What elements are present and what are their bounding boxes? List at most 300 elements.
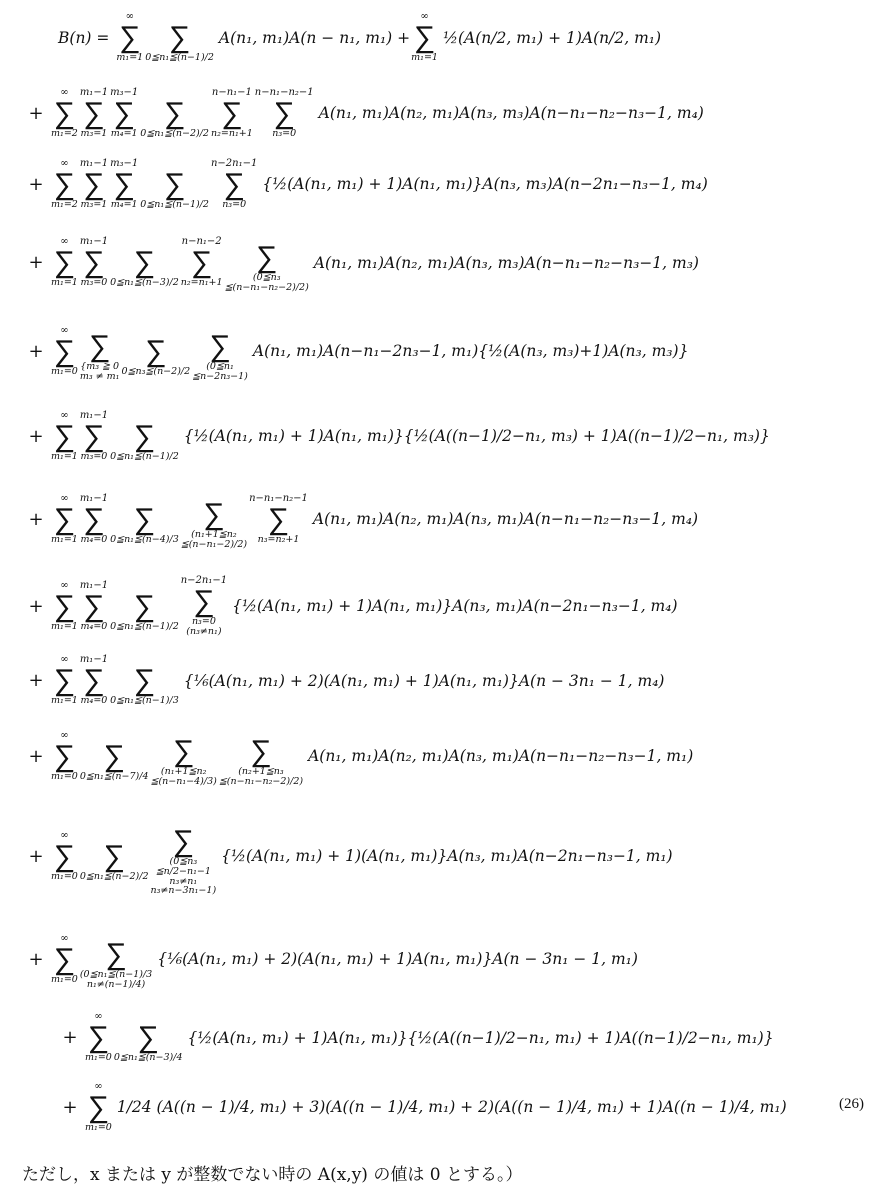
summation-condition: m₁=1	[51, 450, 78, 462]
plus-operator: +	[28, 252, 44, 273]
summation-lower-limit	[81, 696, 108, 706]
summation-lower-limit	[51, 129, 78, 139]
equation-line-content	[22, 475, 698, 563]
summation-upper-limit: m₁−1	[79, 409, 109, 421]
summation-sign	[51, 731, 78, 782]
equation-line-content	[58, 0, 661, 75]
summation-sign	[80, 655, 108, 706]
summation-upper-limit: n−n₁−n₂−1	[249, 492, 308, 504]
summation-upper-limit: ∞	[60, 829, 69, 841]
summation-sign	[80, 494, 108, 545]
summation-lower-limit	[111, 200, 138, 210]
summation-sign	[51, 326, 78, 377]
summation-sign	[51, 934, 78, 985]
summand-expression: 1/24 (A((n − 1)/4, m₁) + 3)(A((n − 1)/4, m₁) + 2)(A((n − 1)/4, m₁) + 1)A((n − 1)/4, m₁)	[116, 1098, 787, 1116]
summation-lower-limit	[81, 622, 108, 632]
summation-condition: n₃≠n₁	[169, 875, 198, 887]
summation-upper-limit: m₃−1	[110, 86, 139, 98]
summation-upper-limit: m₁−1	[79, 86, 109, 98]
summation-upper-limit: ∞	[60, 579, 69, 591]
summation-sign	[219, 726, 303, 787]
sigma-symbol: ∑	[53, 95, 76, 131]
summation-sign	[80, 929, 152, 990]
summand-expression: {½(A(n₁, m₁) + 1)A(n₁, m₁)}{½(A((n−1)/2−n₁, m₃) + 1)A((n−1)/2−n₁, m₃)}	[183, 427, 770, 445]
summand-expression: {½(A(n₁, m₁) + 1)A(n₁, m₁)}A(n₃, m₃)A(n−2n₁−n₃−1, m₄)	[262, 175, 708, 193]
sigma-symbol: ∑	[53, 245, 76, 281]
summation-sign	[80, 237, 108, 288]
summation-upper-limit: n−2n₁−1	[180, 574, 228, 586]
sigma-symbol: ∑	[87, 1020, 110, 1056]
plus-operator: +	[28, 173, 44, 195]
summation-sign	[51, 831, 78, 882]
summation-sign	[211, 159, 257, 210]
equation-line-content	[22, 800, 673, 912]
summation-upper-limit: ∞	[60, 729, 69, 741]
sigma-symbol: ∑	[250, 733, 272, 769]
summand-expression: A(n₁, m₁)A(n−n₁−2n₃−1, m₁){½(A(n₃, m₃)+1)A(n₃, m₃)}	[252, 342, 689, 360]
summation-upper-limit: n−2n₁−1	[210, 157, 258, 169]
summation-condition: {m₃ ≧ 0	[80, 360, 120, 372]
summation-lower-limit	[110, 278, 179, 288]
summation-sign	[116, 12, 143, 63]
equation-line	[0, 648, 884, 713]
sigma-symbol: ∑	[53, 588, 76, 624]
summation-upper-limit: ∞	[60, 86, 69, 98]
summation-lower-limit	[181, 278, 223, 288]
sigma-symbol: ∑	[168, 20, 191, 56]
summation-sign	[80, 411, 108, 462]
summation-sign	[80, 581, 108, 632]
sigma-symbol: ∑	[83, 166, 105, 202]
summation-lower-limit	[151, 857, 217, 897]
summation-upper-limit: ∞	[60, 324, 69, 336]
sigma-symbol: ∑	[83, 501, 105, 537]
summation-condition: m₁=1	[411, 52, 438, 64]
summand-expression: ½(A(n/2, m₁) + 1)A(n/2, m₁)	[442, 28, 662, 47]
summation-condition: m₄=1	[110, 127, 138, 139]
equation-line	[0, 1005, 884, 1070]
summation-term	[50, 816, 673, 897]
summation-sign	[51, 237, 78, 288]
summation-condition: m₁=1	[51, 277, 78, 289]
summation-upper-limit: ∞	[60, 409, 69, 421]
summation-condition: 0≦n₁≦(n−3)/4	[113, 1052, 183, 1064]
summation-sign	[121, 326, 190, 377]
summation-condition: 0≦n₁≦(n−2)/2	[79, 870, 149, 882]
summation-condition: (n₁+1≦n₂	[160, 765, 207, 777]
summand-expression: {⅙(A(n₁, m₁) + 2)(A(n₁, m₁) + 1)A(n₁, m₁)}A(n − 3n₁ − 1, m₄)	[183, 671, 665, 690]
summation-condition: ≦n/2−n₁−1	[155, 865, 211, 877]
sigma-symbol: ∑	[53, 663, 76, 699]
sigma-symbol: ∑	[190, 245, 213, 281]
summation-term	[84, 1082, 787, 1133]
summation-condition: ≦n−2n₃−1)	[192, 370, 248, 382]
equation-number: (26)	[839, 1096, 864, 1112]
summation-lower-limit	[85, 1123, 112, 1133]
summation-upper-limit: ∞	[60, 157, 69, 169]
summation-sign	[80, 731, 149, 782]
summation-sign	[51, 581, 78, 632]
sigma-symbol: ∑	[113, 95, 135, 131]
summation-sign	[192, 321, 248, 382]
summation-condition: (0≦n₃	[169, 855, 198, 867]
plus-operator: +	[28, 102, 44, 124]
summation-sign	[51, 88, 78, 139]
sigma-symbol: ∑	[113, 166, 135, 202]
sigma-symbol: ∑	[83, 245, 105, 281]
summation-sign	[140, 88, 209, 139]
sigma-symbol: ∑	[53, 941, 76, 977]
summation-lower-limit	[51, 452, 78, 462]
summation-condition: (0≦n₁	[206, 360, 234, 372]
sigma-symbol: ∑	[145, 333, 167, 369]
equation-line	[0, 565, 884, 647]
summation-condition: m₁=0	[51, 365, 78, 377]
summation-sign	[51, 159, 78, 210]
summation-condition: n₂=n₁+1	[210, 127, 253, 139]
summation-upper-limit: m₁−1	[79, 157, 109, 169]
summation-sign	[110, 88, 138, 139]
summation-condition: m₁=1	[51, 695, 78, 707]
equation-line-content	[56, 1005, 774, 1070]
summation-condition: m₃=1	[80, 198, 108, 210]
summation-lower-limit	[51, 872, 78, 882]
sigma-symbol: ∑	[273, 95, 295, 131]
summation-lower-limit	[116, 53, 143, 63]
sigma-symbol: ∑	[103, 838, 125, 874]
summation-condition: 0≦n₁≦(n−7)/4	[79, 770, 149, 782]
summation-condition: m₄=1	[110, 198, 138, 210]
summation-upper-limit: ∞	[60, 654, 69, 666]
summation-term	[50, 489, 698, 550]
summation-condition: m₁=1	[116, 52, 144, 64]
sigma-symbol: ∑	[53, 501, 76, 537]
equation-line	[0, 220, 884, 305]
summation-condition: m₁=1	[51, 533, 78, 545]
equation-line	[0, 305, 884, 397]
summation-lower-limit	[140, 200, 209, 210]
summation-term	[115, 12, 410, 63]
summation-term	[50, 232, 699, 293]
summation-condition: 0≦n₁≦(n−1)/3	[110, 695, 179, 707]
summand-expression: {½(A(n₁, m₁) + 1)A(n₁, m₁)}A(n₃, m₁)A(n−2n₁−n₃−1, m₄)	[232, 597, 678, 615]
summation-lower-limit	[110, 696, 179, 706]
summation-lower-limit	[80, 362, 120, 382]
summation-sign	[140, 159, 209, 210]
equation-line-content	[22, 648, 664, 713]
equation-line-content	[22, 915, 638, 1003]
summation-lower-limit	[111, 129, 138, 139]
summation-lower-limit	[51, 975, 78, 985]
sigma-symbol: ∑	[83, 663, 105, 699]
summand-expression: A(n₁, m₁)A(n₂, m₁)A(n₃, m₃)A(n−n₁−n₂−n₃−1, m₃)	[313, 253, 699, 272]
summation-lower-limit	[219, 767, 303, 787]
plus-operator: +	[62, 1096, 78, 1118]
summation-lower-limit	[85, 1053, 112, 1063]
summation-lower-limit	[110, 452, 179, 462]
summation-lower-limit	[222, 200, 246, 210]
summation-condition: (0≦n₁≦(n−1)/3	[79, 968, 153, 980]
summation-term	[50, 88, 704, 139]
summation-condition: m₁=0	[51, 870, 78, 882]
sigma-symbol: ∑	[119, 20, 141, 56]
summation-sign	[51, 494, 78, 545]
sigma-symbol: ∑	[172, 823, 195, 859]
summation-condition: n₁≠(n−1)/4)	[86, 978, 146, 990]
summation-condition: m₄=0	[80, 533, 108, 545]
summation-term	[50, 576, 678, 637]
summation-condition: 0≦n₁≦(n−1)/2	[145, 52, 214, 64]
plus-operator: +	[28, 745, 44, 767]
sigma-symbol: ∑	[133, 501, 156, 537]
summation-upper-limit: ∞	[94, 1011, 103, 1023]
summation-condition: m₁=2	[51, 127, 78, 139]
plus-operator: +	[28, 670, 44, 691]
sigma-symbol: ∑	[105, 936, 127, 972]
plus-operator: +	[28, 948, 44, 970]
sigma-symbol: ∑	[53, 418, 76, 454]
sigma-symbol: ∑	[88, 328, 111, 364]
summation-condition: m₁=1	[51, 620, 78, 632]
equation-line-content	[22, 715, 693, 797]
summation-upper-limit: n−n₁−1	[211, 86, 252, 98]
summation-sign	[110, 494, 179, 545]
summation-condition: ≦(n−n₁−n₂−2)/2)	[218, 775, 304, 787]
summation-condition: m₁=2	[51, 198, 78, 210]
plus-operator: +	[28, 845, 44, 867]
equation-line-content	[56, 1072, 787, 1142]
summation-lower-limit	[51, 200, 78, 210]
summation-lower-limit	[81, 452, 108, 462]
summation-lower-limit	[186, 617, 221, 637]
summation-upper-limit: ∞	[125, 11, 134, 23]
sigma-symbol: ∑	[255, 240, 278, 276]
summand-expression: A(n₁, m₁)A(n₂, m₁)A(n₃, m₁)A(n−n₁−n₂−n₃−1, m₁)	[308, 747, 694, 765]
summation-term	[50, 321, 688, 382]
summation-condition: 0≦n₁≦(n−2)/2	[140, 127, 209, 139]
sigma-symbol: ∑	[203, 496, 225, 532]
equation-line	[0, 915, 884, 1003]
summation-lower-limit	[81, 200, 108, 210]
plus-operator: +	[28, 425, 44, 447]
sigma-symbol: ∑	[137, 1020, 159, 1056]
sigma-symbol: ∑	[53, 738, 76, 774]
sigma-symbol: ∑	[413, 20, 436, 56]
summation-condition: ≦(n−n₁−n₂−2)/2)	[224, 282, 309, 293]
summation-sign	[181, 576, 227, 637]
plus-operator: +	[28, 508, 44, 530]
summation-sign	[411, 12, 438, 63]
summation-condition: m₁=0	[85, 1052, 112, 1064]
summation-condition: (n₃≠n₁)	[186, 625, 222, 637]
summation-condition: n₃=0	[272, 127, 297, 139]
summation-upper-limit: ∞	[94, 1080, 103, 1092]
plus-operator: +	[28, 340, 44, 362]
summation-condition: m₃=0	[80, 277, 108, 289]
summation-lower-limit	[80, 772, 149, 782]
sigma-symbol: ∑	[53, 838, 76, 874]
summation-condition: n₃=0	[222, 198, 247, 210]
summation-condition: m₁=0	[51, 770, 78, 782]
sigma-symbol: ∑	[53, 166, 76, 202]
footnote: ただし，x または y が整数でない時の A(x,y) の値は 0 とする。）	[22, 1165, 523, 1185]
summation-term	[50, 726, 693, 787]
summation-condition: 0≦n₁≦(n−3)/2	[110, 277, 179, 289]
summation-condition: 0≦n₁≦(n−1)/2	[110, 450, 179, 462]
summation-sign	[151, 816, 217, 897]
sigma-symbol: ∑	[193, 583, 215, 619]
sigma-symbol: ∑	[103, 738, 125, 774]
summation-lower-limit	[110, 622, 179, 632]
summation-sign	[181, 237, 223, 288]
summand-expression: {½(A(n₁, m₁) + 1)(A(n₁, m₁)}A(n₃, m₁)A(n−2n₁−n₃−1, m₁)	[221, 847, 673, 865]
equation-line	[0, 800, 884, 912]
summation-condition: n₂=n₁+1	[180, 277, 223, 289]
summation-condition: (n₁+1≦n₂	[191, 528, 237, 540]
summation-sign	[85, 1082, 112, 1133]
summation-sign	[51, 655, 78, 706]
summation-upper-limit: m₃−1	[110, 157, 139, 169]
summation-lower-limit	[51, 772, 78, 782]
summation-lower-limit	[51, 696, 78, 706]
equation-line	[0, 0, 884, 75]
summation-lower-limit	[80, 872, 149, 882]
summation-lower-limit	[81, 278, 108, 288]
summation-sign	[255, 88, 314, 139]
summation-lower-limit	[192, 362, 248, 382]
summation-condition: m₁=0	[51, 973, 78, 985]
equation-line	[0, 78, 884, 148]
summation-upper-limit: ∞	[60, 492, 69, 504]
summation-upper-limit: ∞	[60, 236, 69, 248]
summation-lower-limit	[140, 129, 209, 139]
sigma-symbol: ∑	[87, 1089, 110, 1125]
summation-upper-limit: m₁−1	[79, 654, 109, 666]
sigma-symbol: ∑	[221, 95, 243, 131]
summation-condition: 0≦n₃≦(n−2)/2	[121, 365, 191, 377]
summation-lower-limit	[225, 273, 309, 293]
summation-term	[50, 929, 638, 990]
summation-term	[50, 655, 664, 706]
equation-line-content	[22, 220, 699, 305]
summation-lower-limit	[181, 530, 247, 550]
summation-condition: m₃=0	[80, 450, 108, 462]
summation-condition: m₃=1	[80, 127, 108, 139]
sigma-symbol: ∑	[133, 588, 156, 624]
summation-condition: ≦(n−n₁−2)/2)	[180, 538, 248, 550]
summation-upper-limit: m₁−1	[79, 492, 109, 504]
summation-lower-limit	[272, 129, 296, 139]
equation-lhs: B(n) =	[58, 28, 110, 47]
sigma-symbol: ∑	[163, 166, 186, 202]
summation-sign	[110, 237, 179, 288]
summation-sign	[211, 88, 253, 139]
summation-condition: 0≦n₁≦(n−1)/2	[110, 620, 179, 632]
summation-condition: n₃=0	[191, 615, 216, 627]
summation-sign	[249, 494, 308, 545]
equation-line	[0, 1072, 884, 1142]
summation-lower-limit	[121, 367, 190, 377]
summation-lower-limit	[411, 53, 438, 63]
summation-lower-limit	[114, 1053, 183, 1063]
equation-line-content	[22, 305, 688, 397]
plus-operator: +	[62, 1027, 78, 1048]
summation-term	[50, 159, 708, 210]
equation-line-content	[22, 565, 678, 647]
equation-line	[0, 150, 884, 218]
summation-sign	[80, 321, 120, 382]
sigma-symbol: ∑	[209, 328, 231, 364]
summation-sign	[110, 655, 179, 706]
summation-upper-limit: m₁−1	[79, 579, 109, 591]
sigma-symbol: ∑	[83, 588, 105, 624]
summation-lower-limit	[80, 970, 152, 990]
summation-sign	[110, 581, 179, 632]
summation-term	[410, 12, 661, 63]
summation-condition: m₁=0	[85, 1121, 112, 1133]
summation-condition: (n₂+1≦n₃	[238, 765, 284, 777]
summation-condition: ≦(n−n₁−4)/3)	[150, 775, 217, 787]
summation-sign	[85, 1012, 112, 1063]
summation-upper-limit: ∞	[420, 11, 429, 23]
summation-upper-limit: ∞	[60, 932, 69, 944]
equation-line-content	[22, 150, 708, 218]
summation-upper-limit: n−n₁−2	[181, 236, 222, 248]
summation-condition: n₃≠n−3n₁−1)	[150, 885, 217, 897]
equation-line	[0, 475, 884, 563]
summation-condition: 0≦n₁≦(n−1)/2	[140, 198, 209, 210]
sigma-symbol: ∑	[163, 95, 186, 131]
sigma-symbol: ∑	[133, 245, 156, 281]
summation-lower-limit	[151, 767, 217, 787]
plus-operator: +	[28, 595, 44, 617]
sigma-symbol: ∑	[172, 733, 195, 769]
summation-sign	[80, 159, 108, 210]
summation-sign	[51, 411, 78, 462]
sigma-symbol: ∑	[83, 418, 105, 454]
equation-line	[0, 715, 884, 797]
summation-sign	[151, 726, 217, 787]
summation-sign	[80, 88, 108, 139]
summation-term	[84, 1012, 774, 1063]
summation-lower-limit	[258, 535, 300, 545]
summation-lower-limit	[51, 622, 78, 632]
summation-lower-limit	[110, 535, 179, 545]
summand-expression: A(n₁, m₁)A(n₂, m₁)A(n₃, m₃)A(n−n₁−n₂−n₃−1, m₄)	[318, 104, 704, 122]
summation-upper-limit: n−n₁−n₂−1	[254, 86, 314, 98]
equation-line-content	[22, 400, 770, 472]
summation-lower-limit	[81, 129, 108, 139]
sigma-symbol: ∑	[267, 501, 290, 537]
summation-condition: m₃ ≠ m₁	[79, 370, 120, 382]
summation-sign	[110, 159, 138, 210]
summation-condition: m₄=0	[80, 695, 108, 707]
summation-condition: (0≦n₃	[252, 272, 281, 284]
summand-expression: A(n₁, m₁)A(n₂, m₁)A(n₃, m₁)A(n−n₁−n₂−n₃−1, m₄)	[312, 510, 699, 528]
summation-lower-limit	[51, 535, 78, 545]
summation-lower-limit	[211, 129, 253, 139]
summation-sign	[225, 232, 309, 293]
summand-expression: {½(A(n₁, m₁) + 1)A(n₁, m₁)}{½(A((n−1)/2−n₁, m₁) + 1)A((n−1)/2−n₁, m₁)}	[187, 1028, 774, 1047]
summation-sign	[145, 12, 214, 63]
summation-condition: m₄=0	[80, 620, 108, 632]
sigma-symbol: ∑	[83, 95, 105, 131]
summation-condition: n₃=n₂+1	[257, 533, 300, 545]
summation-lower-limit	[145, 53, 214, 63]
sigma-symbol: ∑	[53, 333, 76, 369]
summand-expression: A(n₁, m₁)A(n − n₁, m₁) +	[218, 28, 411, 47]
summation-lower-limit	[51, 367, 78, 377]
